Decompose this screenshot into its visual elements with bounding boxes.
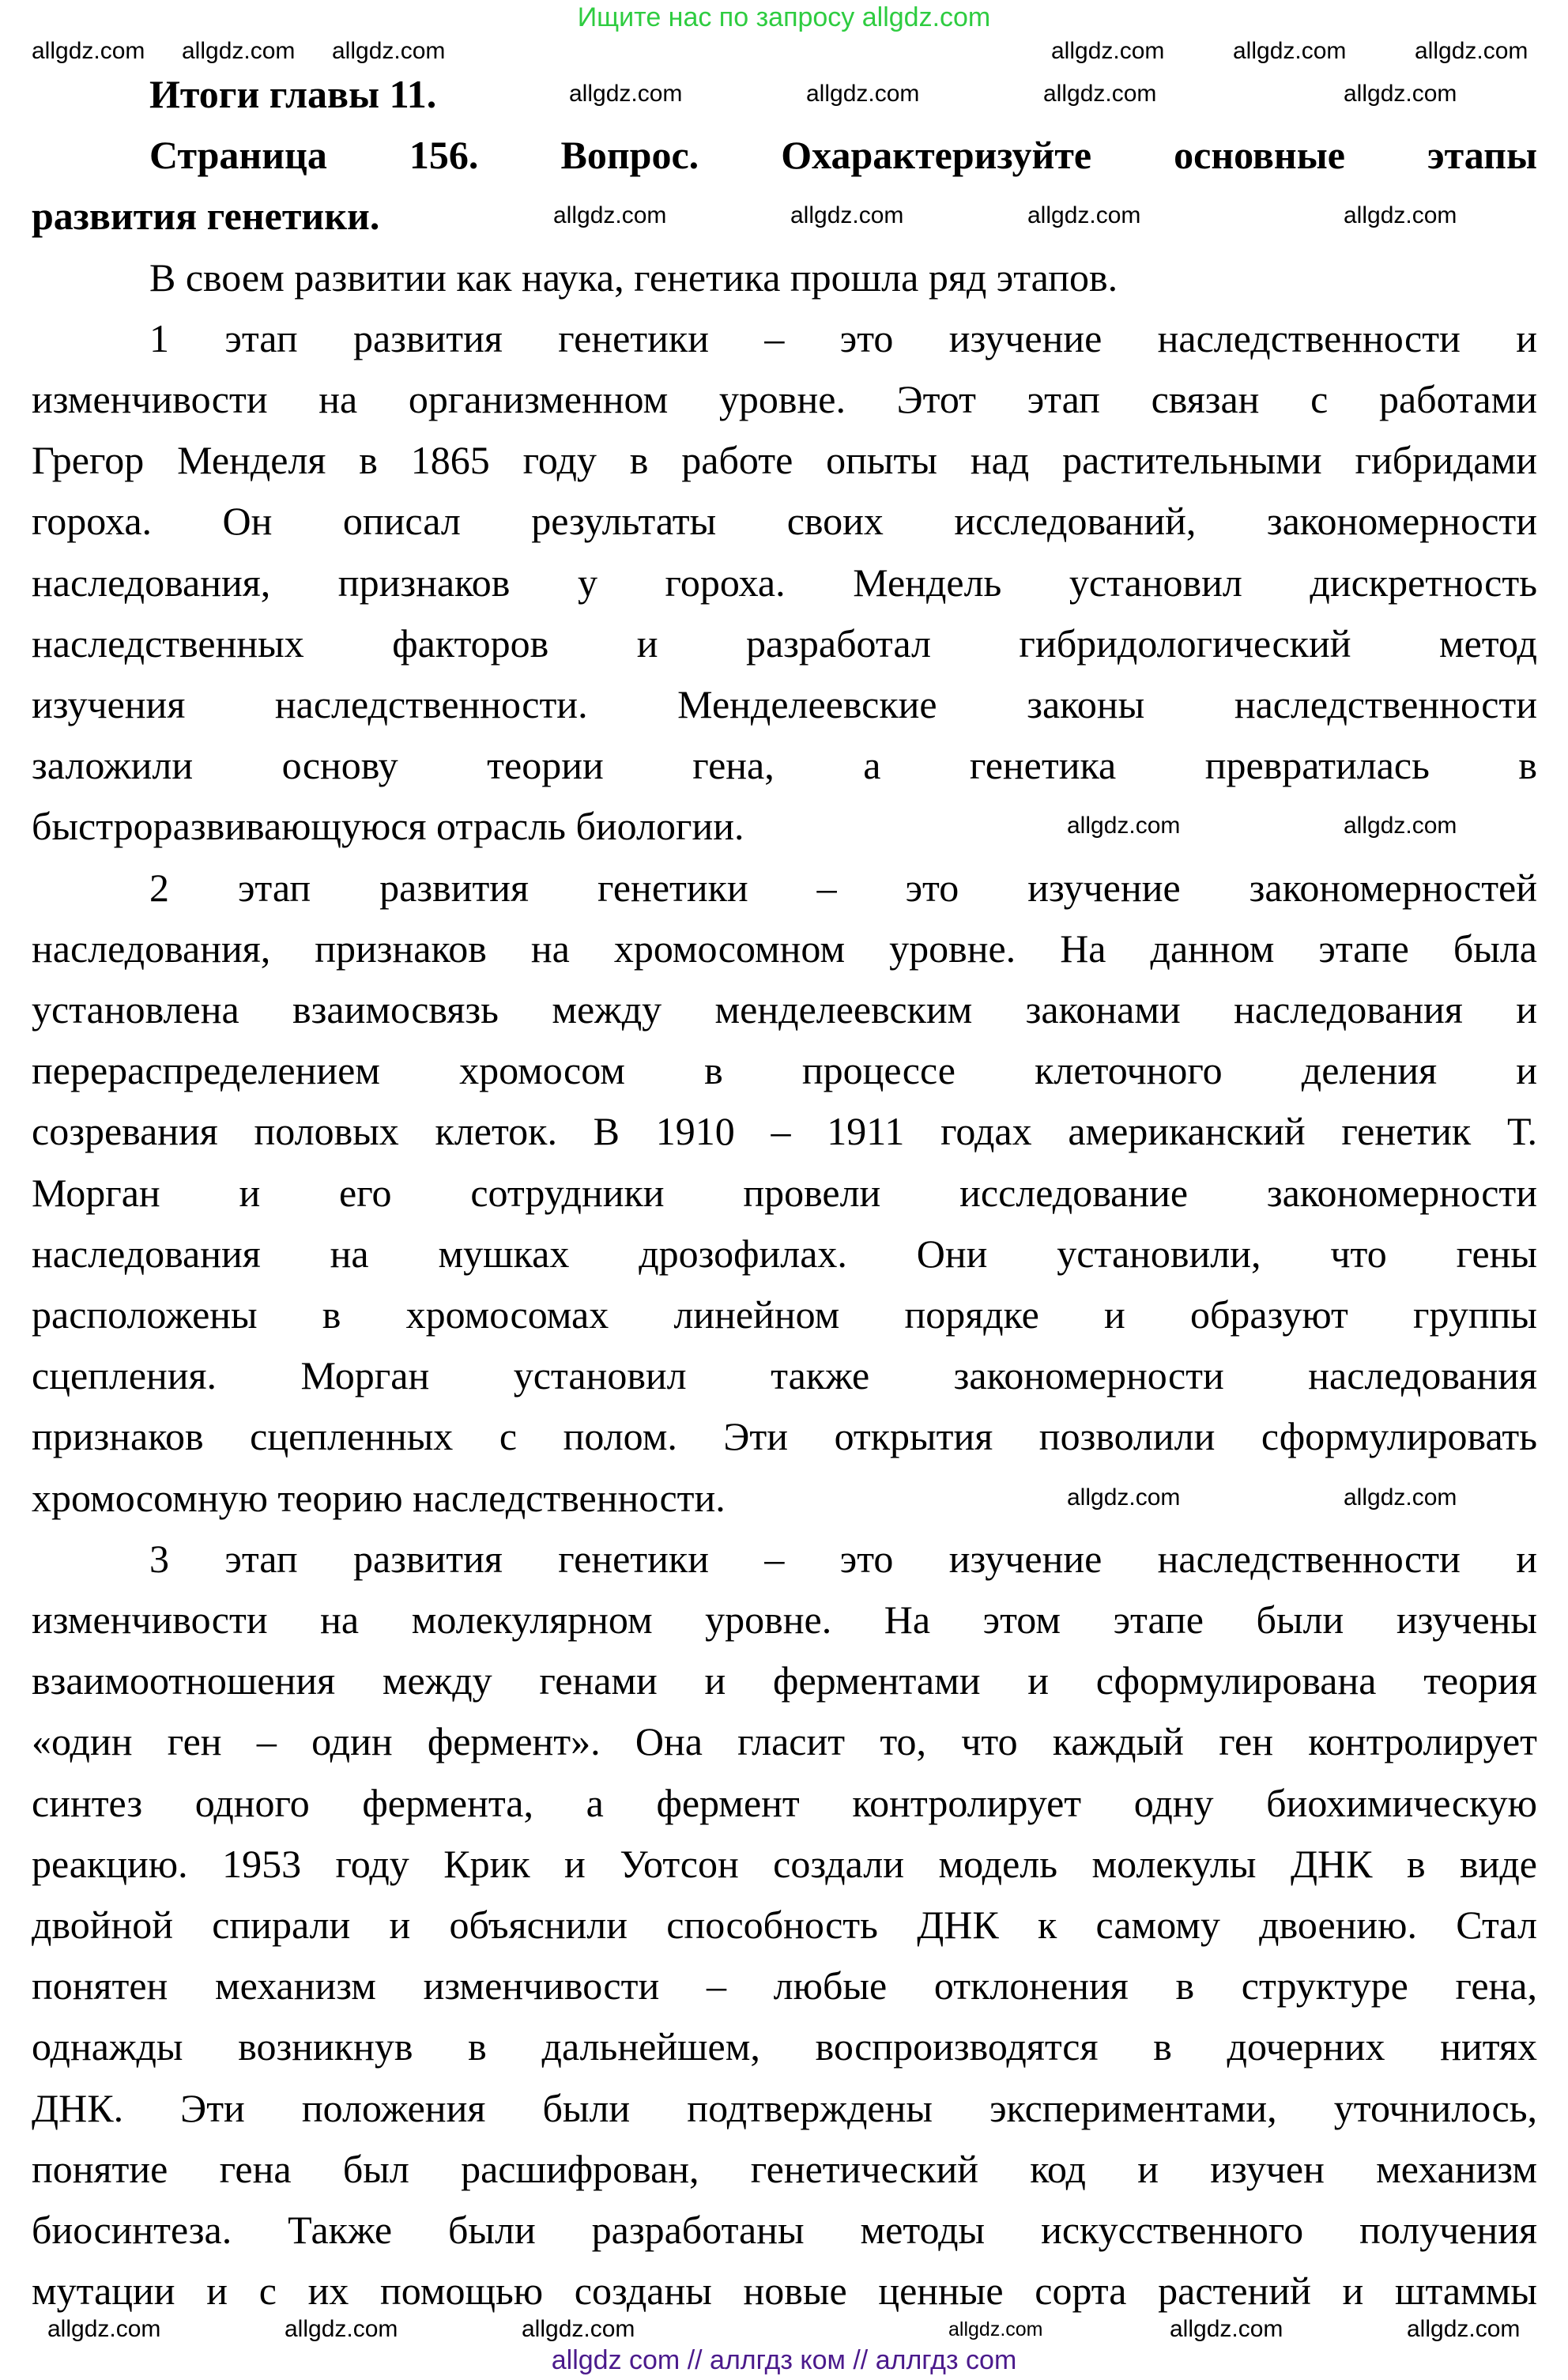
paragraph-line: заложили основу теории гена, а генетика превратилась в — [32, 743, 1537, 788]
paragraph-line: установлена взаимосвязь между менделеевским законами наследования и — [32, 987, 1537, 1032]
paragraph-line: ДНК. Эти положения были подтверждены экспериментами, уточнилось, — [32, 2085, 1537, 2130]
paragraph-line: наследования, признаков у гороха. Мендель установил дискретность — [32, 560, 1537, 605]
paragraph-line: изменчивости на молекулярном уровне. На этом этапе были изучены — [32, 1597, 1537, 1642]
paragraph-line: однажды возникнув в дальнейшем, воспроизводятся в дочерних нитях — [32, 2024, 1537, 2069]
watermark-text: allgdz.com — [285, 2316, 398, 2342]
watermark-text: allgdz.com — [1067, 813, 1181, 839]
watermark-text: allgdz.com — [522, 2316, 635, 2342]
watermark-text: allgdz.com — [1344, 813, 1457, 839]
watermark-text: allgdz.com — [1407, 2316, 1521, 2342]
watermark-text: allgdz.com — [553, 202, 667, 229]
paragraph-line: Грегор Менделя в 1865 году в работе опыты над растительными гибридами — [32, 438, 1537, 483]
paragraph-line: хромосомную теорию наследственности. — [32, 1475, 726, 1520]
watermark-text: allgdz.com — [332, 38, 446, 64]
paragraph-line: перераспределением хромосом в процессе клеточного деления и — [32, 1048, 1537, 1093]
paragraph-line: «один ген – один фермент». Она гласит то, что каждый ген контролирует — [32, 1719, 1537, 1764]
watermark-text: allgdz.com — [569, 81, 683, 107]
watermark-text: allgdz.com — [948, 2318, 1043, 2340]
watermark-text: allgdz.com — [182, 38, 296, 64]
paragraph-line: быстроразвивающуюся отрасль биологии. — [32, 804, 744, 849]
watermark-text: allgdz.com — [1043, 81, 1157, 107]
paragraph-line: признаков сцепленных с полом. Эти открытия позволили сформулировать — [32, 1414, 1537, 1459]
paragraph-line: мутации и с их помощью созданы новые ценные сорта растений и штаммы — [32, 2269, 1537, 2314]
paragraph-line: гороха. Он описал результаты своих исследований, закономерности — [32, 499, 1537, 544]
footer-links[interactable]: allgdz com // аллгдз ком // аллгдз com — [551, 2345, 1017, 2375]
paragraph-line: взаимоотношения между генами и ферментами и сформулирована теория — [32, 1658, 1537, 1703]
paragraph-line: реакцию. 1953 году Крик и Уотсон создали модель молекулы ДНК в виде — [32, 1841, 1537, 1886]
watermark-text: allgdz.com — [47, 2316, 161, 2342]
heading-line: Итоги главы 11. — [149, 72, 437, 116]
watermark-text: allgdz.com — [1415, 38, 1528, 64]
watermark-text: allgdz.com — [790, 202, 904, 229]
paragraph-line: 1 этап развития генетики – это изучение наследственности и — [149, 315, 1537, 360]
watermark-text: allgdz.com — [806, 81, 920, 107]
watermark-text: allgdz.com — [1344, 202, 1457, 229]
paragraph-line: понятие гена был расшифрован, генетический код и изучен механизм — [32, 2146, 1537, 2191]
watermark-text: allgdz.com — [32, 38, 145, 64]
paragraph-line: созревания половых клеток. В 1910 – 1911 годах американский генетик Т. — [32, 1109, 1537, 1154]
heading-line: Страница 156. Вопрос. Охарактеризуйте основные этапы — [149, 133, 1537, 178]
watermark-text: allgdz.com — [1344, 1484, 1457, 1511]
paragraph-line: изменчивости на организменном уровне. Этот этап связан с работами — [32, 377, 1537, 421]
paragraph-line: В своем развитии как наука, генетика прошла ряд этапов. — [149, 255, 1118, 300]
paragraph-line: наследования на мушках дрозофилах. Они установили, что гены — [32, 1231, 1537, 1276]
paragraph-line: Морган и его сотрудники провели исследование закономерности — [32, 1170, 1537, 1215]
paragraph-line: биосинтеза. Также были разработаны методы искусственного получения — [32, 2208, 1537, 2252]
paragraph-line: наследования, признаков на хромосомном уровне. На данном этапе была — [32, 926, 1537, 971]
paragraph-line: наследственных факторов и разработал гибридологический метод — [32, 620, 1537, 666]
paragraph-line: расположены в хромосомах линейном порядке и образуют группы — [32, 1292, 1537, 1337]
paragraph-line: 2 этап развития генетики – это изучение закономерностей — [149, 865, 1537, 910]
heading-line: развития генетики. — [32, 194, 380, 239]
paragraph-line: понятен механизм изменчивости – любые отклонения в структуре гена, — [32, 1963, 1537, 2008]
watermark-text: allgdz.com — [1027, 202, 1141, 229]
paragraph-line: 3 этап развития генетики – это изучение наследственности и — [149, 1536, 1537, 1581]
watermark-text: allgdz.com — [1233, 38, 1347, 64]
watermark-text: allgdz.com — [1067, 1484, 1181, 1511]
paragraph-line: изучения наследственности. Менделеевские законы наследственности — [32, 682, 1537, 726]
paragraph-line: синтез одного фермента, а фермент контролирует одну биохимическую — [32, 1780, 1537, 1825]
watermark-text: allgdz.com — [1170, 2316, 1283, 2342]
watermark-text: allgdz.com — [1051, 38, 1165, 64]
search-banner[interactable]: Ищите нас по запросу allgdz.com — [577, 2, 991, 32]
paragraph-line: сцепления. Морган установил также закономерности наследования — [32, 1353, 1537, 1398]
watermark-text: allgdz.com — [1344, 81, 1457, 107]
paragraph-line: двойной спирали и объяснили способность ДНК к самому двоению. Стал — [32, 1903, 1537, 1947]
